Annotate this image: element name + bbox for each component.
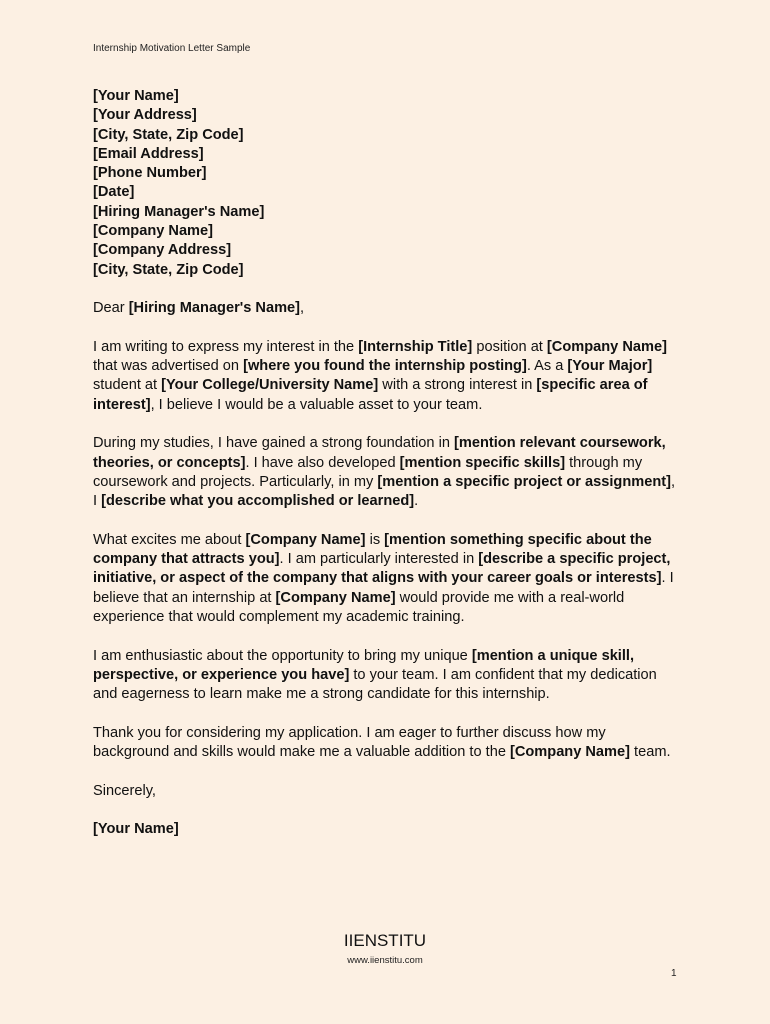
body-text: team. [630,744,671,761]
address-line: [Company Address] [93,242,232,259]
address-line: [Your Name] [93,88,179,104]
body-text: During my studies, I have gained a strong foundation in [93,435,455,452]
placeholder-text: [describe what you accomplished or learned] [101,493,415,510]
footer-url: www.iienstitu.com [347,955,423,966]
body-text: Thank you for considering my application. I am eager to further discuss how my background and skills would make me a valuable addition to the [93,724,606,761]
body-text: position at [472,338,547,355]
address-line: [Date] [93,184,135,201]
body-text: I am writing to express my interest in the [93,338,359,355]
address-line: [City, State, Zip Code] [93,261,244,278]
placeholder-text: [mention something specific about the company that attracts you] [93,531,652,568]
body-text: that was advertised on [93,358,244,375]
placeholder-text: [where you found the internship posting] [243,358,527,375]
address-line: [Your Address] [93,107,197,124]
body-text: What excites me about [93,531,246,548]
body-text: . [414,493,419,510]
paragraph-thanks [93,724,683,763]
footer-brand: IIENSTITU [343,931,427,950]
placeholder-text: [Company Name] [245,531,366,548]
body-text: through my coursework and projects. Particularly, in my [93,454,643,490]
placeholder-text: [mention a specific project or assignment] [377,473,671,490]
placeholder-text: [Company Name] [509,744,630,761]
placeholder-text: [Your Major] [567,358,653,375]
placeholder-text: [specific area of interest] [93,377,648,413]
placeholder-text: [Internship Title] [358,338,473,355]
body-text: I am enthusiastic about the opportunity to bring my unique [93,647,472,664]
body-text: . I am particularly interested in [279,551,479,568]
address-line: [Email Address] [93,145,204,162]
address-line: [Phone Number] [93,165,207,182]
sender-address-block [93,87,683,280]
salutation [93,299,683,318]
address-line: [City, State, Zip Code] [93,126,244,143]
signature: [Your Name] [93,821,179,838]
body-text: , I believe I would be a valuable asset to your team. [150,396,483,413]
body-text: is [365,531,385,548]
placeholder-text: [mention relevant coursework, theories, or concepts] [93,435,666,471]
letter-body [93,87,683,840]
body-text: . As a [526,358,568,375]
page-number: 1 [671,968,677,979]
body-text: , I [93,473,676,510]
placeholder-text: [Company Name] [546,338,667,355]
paragraph-enthusiasm [93,647,683,705]
address-line: [Company Name] [93,223,214,240]
salutation-suffix: , [300,300,305,317]
placeholder-text: [Company Name] [275,589,396,606]
document-header: Internship Motivation Letter Sample [93,43,251,54]
address-line: [Hiring Manager's Name] [93,203,265,220]
placeholder-text: [mention specific skills] [399,454,566,471]
body-text: would provide me with a real-world experience that would complement my academic training. [93,589,625,626]
salutation-name: [Hiring Manager's Name] [128,300,301,317]
body-text: . I have also developed [245,454,400,471]
body-text: with a strong interest in [378,377,537,394]
placeholder-text: [mention a unique skill, perspective, or experience you have] [93,647,635,683]
paragraph-studies [93,434,683,511]
salutation-prefix: Dear [93,300,129,317]
paragraph-company [93,531,683,627]
body-text: to your team. I am confident that my dedication and eagerness to learn make me a strong candidate for this internship. [93,666,657,703]
paragraph-intro [93,338,683,415]
closing: Sincerely, [93,782,156,799]
placeholder-text: [describe a specific project, initiative, or aspect of the company that aligns with your career goals or interests] [93,551,671,587]
body-text: student at [93,377,162,394]
placeholder-text: [Your College/University Name] [161,377,379,394]
body-text: . I believe that an internship at [93,570,674,606]
